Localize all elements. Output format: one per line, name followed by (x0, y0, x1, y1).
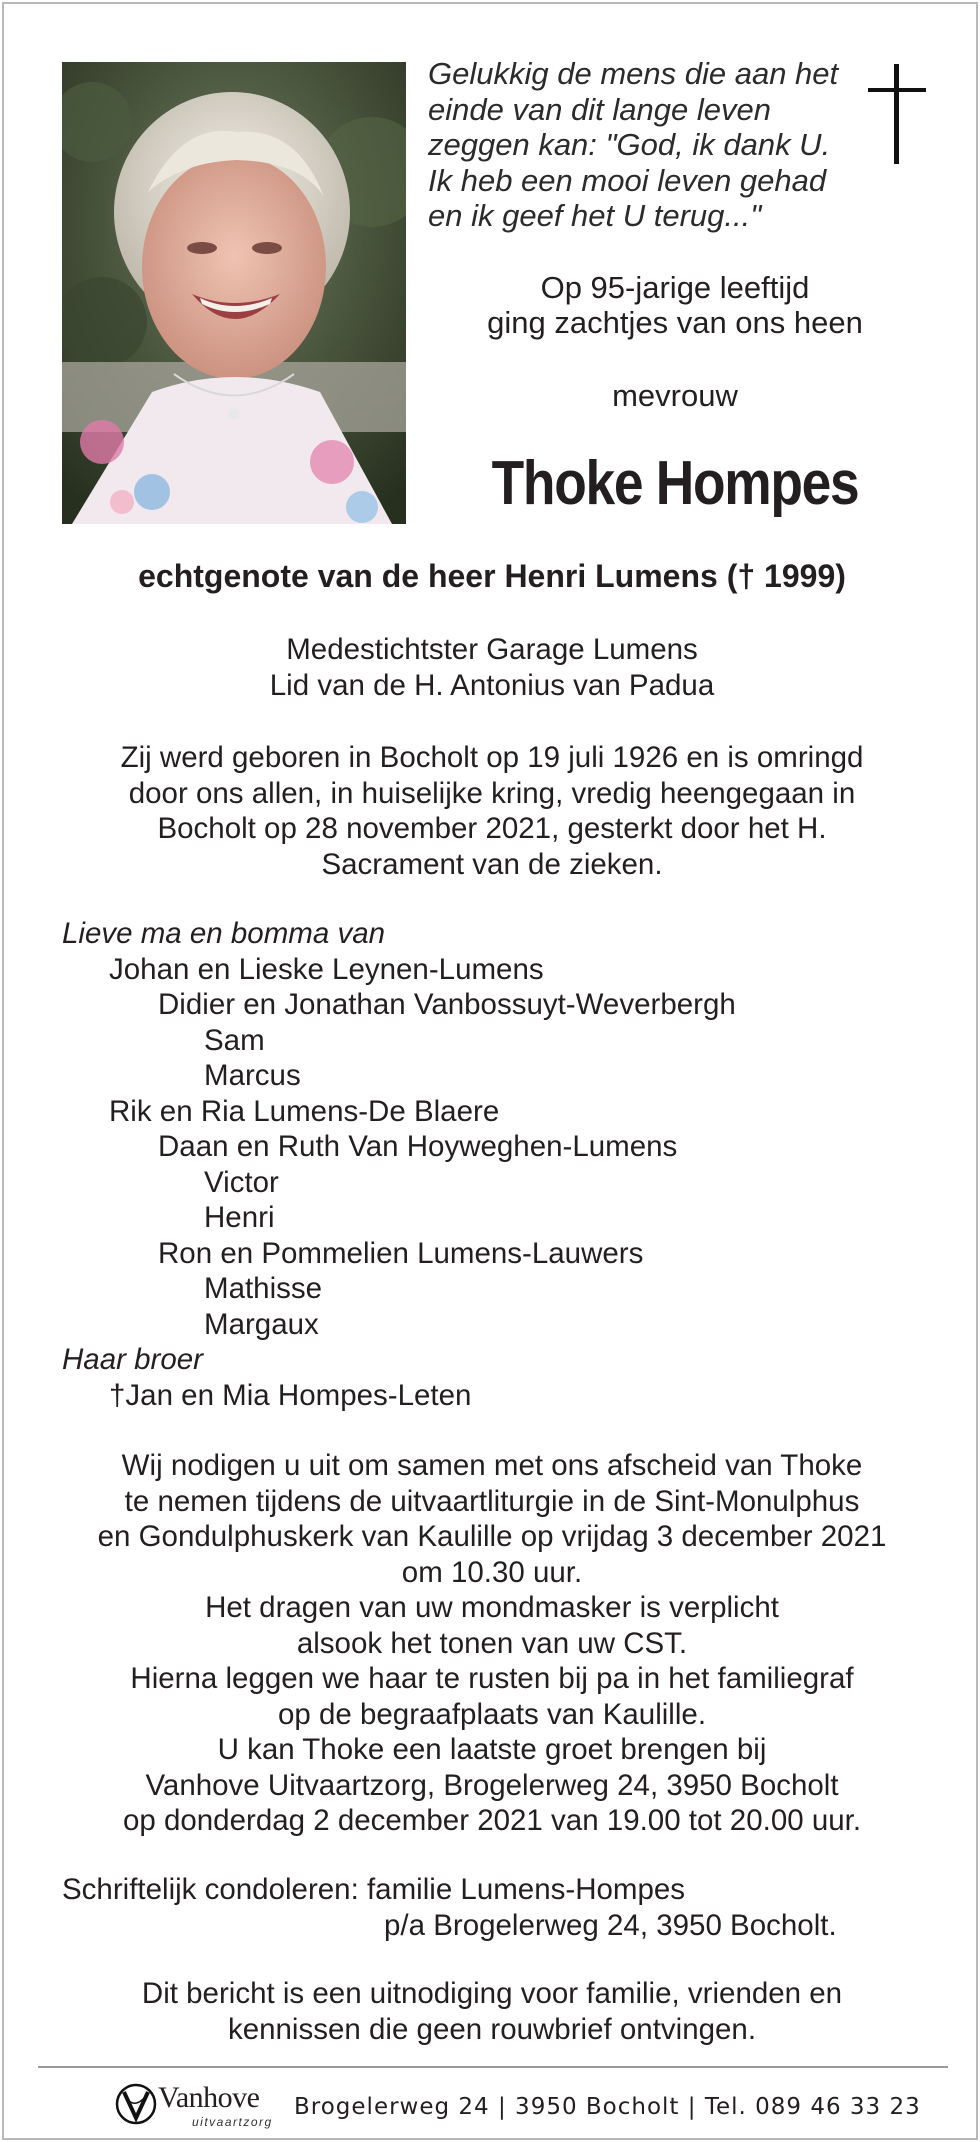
family-member: Henri (204, 1201, 275, 1234)
roles-block (44, 632, 940, 703)
poem-line: zeggen kan: "God, ik dank U. (428, 127, 831, 162)
family-member: Sam (204, 1023, 265, 1057)
text-line: Hierna leggen we haar te rusten bij pa in het familiegraf (130, 1662, 854, 1695)
footer-divider (38, 2066, 948, 2068)
text-line: en Gondulphuskerk van Kaulille op vrijdag 3 december 2021 (97, 1520, 887, 1553)
text-line: Het dragen van uw mondmasker is verplicht (205, 1591, 779, 1624)
vanhove-logo-icon (114, 2078, 162, 2130)
poem-line: Ik heb een mooi leven gehad (428, 162, 827, 198)
logo-name: Vanhove (158, 2081, 260, 2114)
text-line: Zij werd geboren in Bocholt op 19 juli 1926 en is omringd (120, 741, 864, 774)
family-member: Didier en Jonathan Vanbossuyt-Weverbergh (158, 988, 736, 1021)
text-line: Sacrament van de zieken. (321, 847, 663, 881)
family-member: Johan en Lieske Leynen-Lumens (109, 952, 544, 986)
family-member: Ron en Pommelien Lumens-Lauwers (158, 1236, 644, 1270)
poem-line: en ik geef het U terug..." (428, 198, 762, 233)
honorific: mevrouw (612, 378, 738, 413)
text-line: op de begraafplaats van Kaulille. (277, 1697, 707, 1731)
text-line: Vanhove Uitvaartzorg, Brogelerweg 24, 3950 Bocholt (145, 1768, 839, 1802)
deceased-name: Thoke Hompes (491, 449, 859, 518)
funeral-info-block (44, 1448, 940, 1839)
text-line: alsook het tonen van uw CST. (296, 1626, 688, 1660)
family-member: Rik en Ria Lumens-De Blaere (109, 1094, 500, 1128)
spouse-line: echtgenote van de heer Henri Lumens († 1999) (138, 558, 846, 594)
poem-line: Gelukkig de mens die aan het (428, 56, 839, 91)
age-announcement (428, 270, 922, 340)
text-line: Bocholt op 28 november 2021, gesterkt door het H. (157, 812, 827, 845)
logo-subtitle: uitvaartzorg (192, 2115, 273, 2129)
poem-line: einde van dit lange leven (428, 91, 771, 127)
family-member: Victor (204, 1165, 279, 1199)
condolence-line: p/a Brogelerweg 24, 3950 Bocholt. (384, 1908, 837, 1942)
text-line: kennissen die geen rouwbrief ontvingen. (227, 2012, 757, 2046)
family-heading: Haar broer (62, 1343, 204, 1376)
footer (114, 2078, 921, 2134)
text-line: U kan Thoke een laatste groet brengen bij (217, 1733, 767, 1766)
text-line: om 10.30 uur. (401, 1555, 583, 1589)
text-line: door ons allen, in huiselijke kring, vredig heengegaan in (128, 776, 856, 810)
age-line: ging zachtjes van ons heen (487, 305, 863, 340)
text-line: te nemen tijdens de uitvaartliturgie in de Sint-Monulphus (124, 1484, 860, 1518)
family-member: Mathisse (204, 1272, 323, 1305)
role-line: Medestichtster Garage Lumens (286, 633, 698, 666)
age-line: Op 95-jarige leeftijd (540, 270, 810, 305)
condolence-address (62, 1872, 882, 1943)
text-line: Wij nodigen u uit om samen met ons afscheid van Thoke (121, 1449, 863, 1482)
poem-quote (428, 56, 868, 234)
family-heading: Lieve ma en bomma van (62, 917, 386, 950)
family-member: †Jan en Mia Hompes-Leten (109, 1378, 472, 1412)
footer-contact: Brogelerweg 24 | 3950 Bocholt | Tel. 089 46 33 23 (294, 2094, 921, 2120)
family-member: Marcus (204, 1059, 301, 1092)
obituary-card (2, 2, 978, 2140)
closing-note (44, 1976, 940, 2047)
family-list (62, 916, 922, 1413)
text-line: Dit bericht is een uitnodiging voor familie, vrienden en (141, 1977, 843, 2010)
birth-death-block (44, 740, 940, 882)
portrait-photo (62, 62, 406, 524)
condolence-line: Schriftelijk condoleren: familie Lumens-Hompes (62, 1873, 686, 1906)
family-member: Margaux (204, 1307, 319, 1341)
text-line: op donderdag 2 december 2021 van 19.00 tot 20.00 uur. (122, 1804, 862, 1837)
cross-icon (868, 64, 928, 164)
role-line: Lid van de H. Antonius van Padua (269, 668, 715, 702)
family-member: Daan en Ruth Van Hoyweghen-Lumens (158, 1130, 678, 1163)
